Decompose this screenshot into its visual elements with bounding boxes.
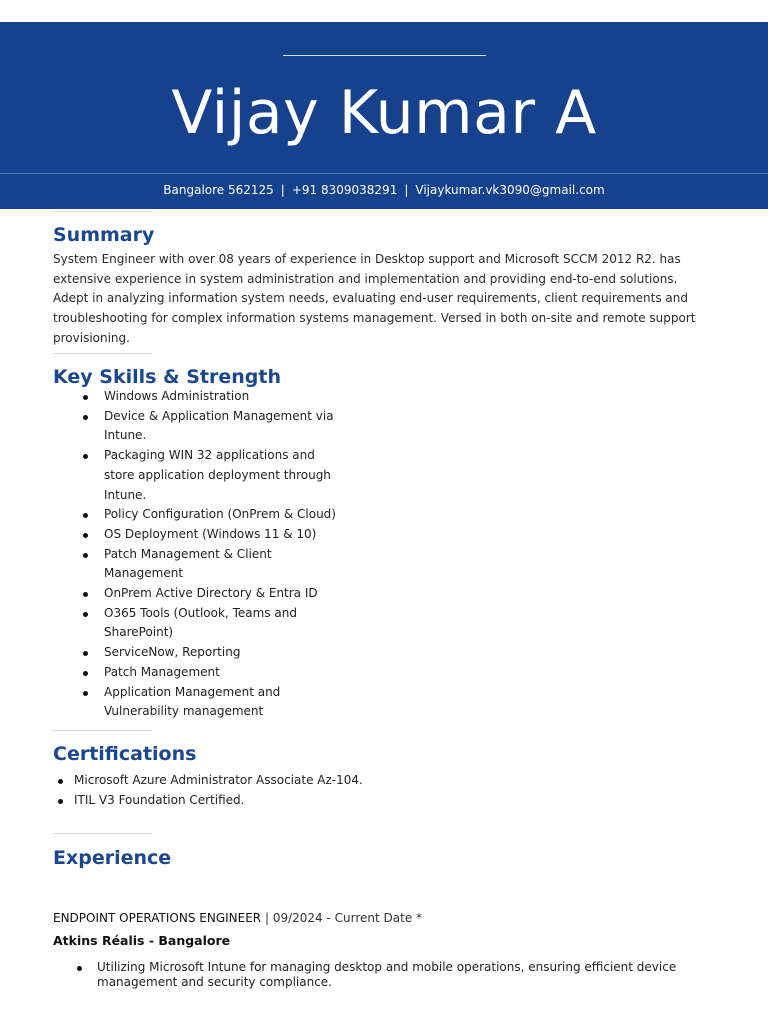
bullet — [77, 966, 82, 971]
contact-separator: | — [280, 183, 285, 197]
list-item — [80, 525, 340, 545]
skills-heading: Key Skills & Strength — [53, 366, 281, 388]
list-item — [56, 771, 556, 791]
list-item — [80, 604, 340, 643]
skill-text: OS Deployment (Windows 11 & 10) — [104, 526, 317, 541]
summary-text: System Engineer with over 08 years of experience in Desktop support and Microsoft SCCM 2012 R2. has extensive experience in system administration and implementation and providing end-to-end solutions. Adept in analyzing information system needs, evaluating end-user requirements, client requirements and troubleshooting for complex information systems management. Versed in both on-site and remote support provisioning. — [53, 252, 696, 345]
list-item — [80, 643, 340, 663]
contact-divider — [0, 173, 768, 174]
bullet — [83, 454, 88, 459]
list-item — [80, 545, 340, 584]
list-item — [75, 960, 755, 990]
list-item — [80, 584, 340, 604]
bullet — [83, 612, 88, 617]
bullet — [83, 533, 88, 538]
experience-heading: Experience — [53, 847, 172, 869]
experience-bullets — [75, 960, 755, 990]
skill-text: Patch Management — [104, 664, 220, 679]
skills-list — [80, 387, 340, 722]
certification-text: ITIL V3 Foundation Certified. — [74, 792, 245, 807]
job-dates: | 09/2024 - Current Date * — [264, 911, 423, 925]
experience-rule — [52, 833, 152, 834]
certification-text: Microsoft Azure Administrator Associate Az-104. — [74, 773, 363, 787]
list-item — [80, 387, 340, 407]
bullet — [83, 592, 88, 597]
contact-line — [0, 181, 768, 199]
skill-text: Windows Administration — [104, 389, 250, 403]
header-top-rule — [283, 55, 486, 56]
resume-header — [0, 22, 768, 209]
certifications-rule — [52, 730, 152, 731]
skill-text: Application Management and Vulnerability management — [104, 684, 281, 719]
skill-text: Policy Configuration (OnPrem & Cloud) — [104, 507, 336, 522]
list-item — [80, 407, 340, 446]
bullet — [83, 553, 88, 558]
job-title: ENDPOINT OPERATIONS ENGINEER — [53, 911, 262, 925]
skills-rule — [52, 353, 152, 354]
company-name: Atkins Réalis - Bangalore — [53, 933, 231, 948]
skill-text: Packaging WIN 32 applications and store application deployment through Intune. — [104, 448, 331, 502]
contact-email[interactable]: Vijaykumar.vk3090@gmail.com — [415, 183, 605, 197]
summary-rule — [52, 211, 152, 212]
experience-text: Utilizing Microsoft Intune for managing desktop and mobile operations, ensuring efficient device management and security compliance. — [97, 960, 677, 989]
certifications-heading: Certifications — [53, 743, 197, 765]
skill-text: O365 Tools (Outlook, Teams and SharePoint) — [104, 605, 297, 640]
contact-separator: | — [404, 183, 409, 197]
bullet — [83, 671, 88, 676]
bullet — [83, 395, 88, 400]
skill-text: Device & Application Management via Intune. — [104, 408, 334, 443]
candidate-name: Vijay Kumar A — [171, 78, 597, 148]
list-item — [80, 446, 340, 505]
list-item — [80, 663, 340, 683]
list-item — [56, 791, 556, 811]
bullet — [58, 799, 63, 804]
bullet — [83, 513, 88, 518]
list-item — [80, 505, 340, 525]
bullet — [83, 415, 88, 420]
skill-text: ServiceNow, Reporting — [104, 645, 241, 660]
summary-heading: Summary — [53, 224, 155, 246]
job-heading — [53, 909, 422, 927]
skill-text: OnPrem Active Directory & Entra ID — [104, 586, 318, 601]
bullet — [83, 651, 88, 656]
bullet — [83, 691, 88, 696]
contact-location: Bangalore 562125 — [163, 183, 274, 197]
bullet — [58, 779, 63, 784]
skill-text: Patch Management & Client Management — [104, 546, 272, 581]
list-item — [80, 683, 340, 722]
contact-phone[interactable]: +91 8309038291 — [291, 183, 398, 197]
certifications-list — [56, 771, 556, 810]
